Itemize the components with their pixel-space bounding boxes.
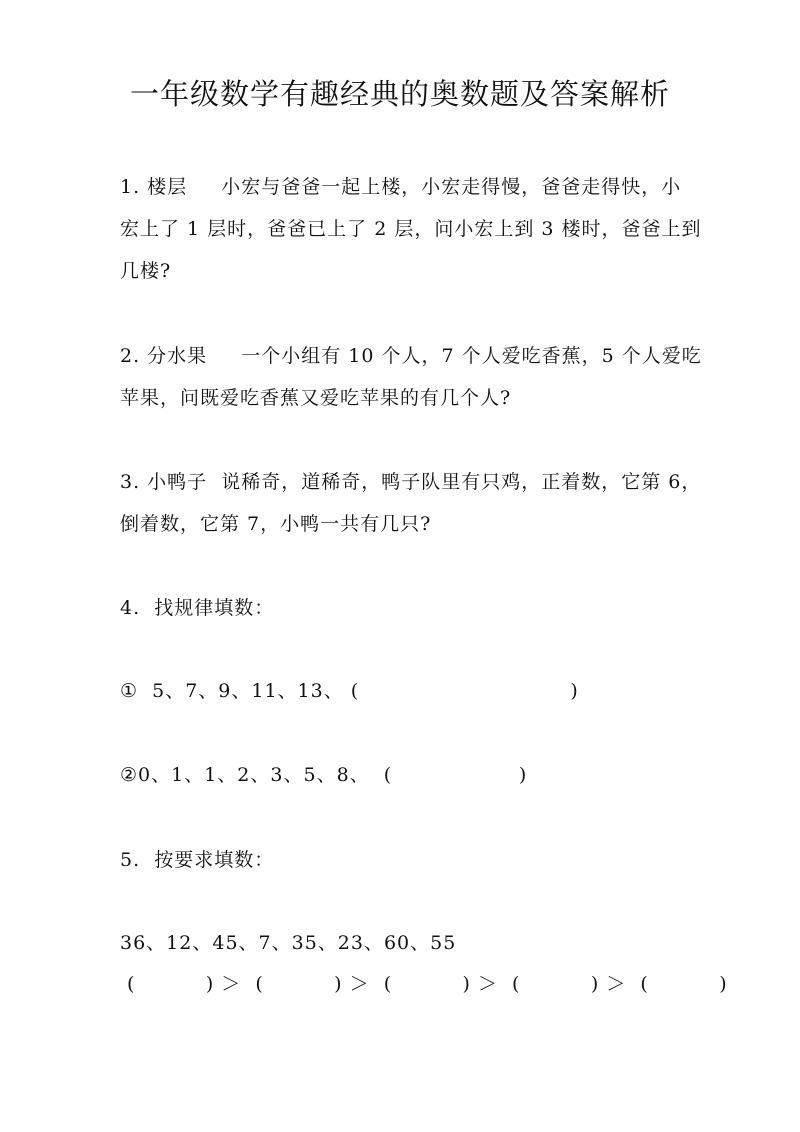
q2-line-1: 2. 分水果 一个小组有 10 个人，7 个人爱吃香蕉，5 个人爱吃 xyxy=(120,345,702,367)
q4-heading: 4. 找规律填数： xyxy=(120,597,275,619)
q3-line-1: 3. 小鸭子 说稀奇，道稀奇，鸭子队里有只鸡，正着数，它第 6， xyxy=(120,471,702,493)
page-title: 一年级数学有趣经典的奥数题及答案解析 xyxy=(129,77,670,111)
q4-item-1: ① 5、7、9、11、13、 ( ) xyxy=(120,680,579,702)
q5-numbers: 36、12、45、7、35、23、60、55 xyxy=(120,932,457,954)
q5-blanks: ( ) ＞ ( ) ＞ ( ) ＞ ( ) ＞ ( ) xyxy=(120,973,728,995)
q2-line-2: 苹果，问既爱吃香蕉又爱吃苹果的有几个人? xyxy=(120,387,512,409)
q4-item-2: ②0、1、1、2、3、5、8、 ( ) xyxy=(120,764,528,786)
q5-heading: 5. 按要求填数： xyxy=(120,849,275,871)
q1-line-2: 宏上了 1 层时，爸爸已上了 2 层，问小宏上到 3 楼时，爸爸上到 xyxy=(120,218,702,240)
q1-line-3: 几楼? xyxy=(120,260,172,282)
q3-line-2: 倒着数，它第 7，小鸭一共有几只? xyxy=(120,513,432,535)
q1-line-1: 1. 楼层 小宏与爸爸一起上楼，小宏走得慢，爸爸走得快，小 xyxy=(120,176,682,198)
